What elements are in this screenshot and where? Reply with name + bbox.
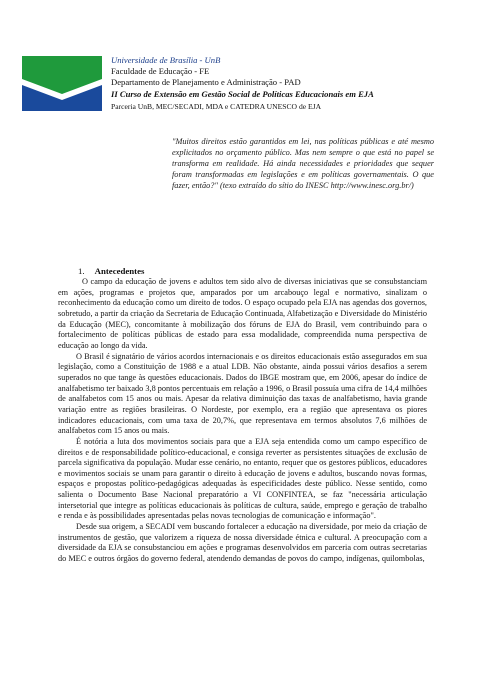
- section-heading: [78, 266, 144, 276]
- unb-logo: [22, 56, 102, 111]
- paragraph: Desde sua origem, a SECADI vem buscando fortalecer a educação na diversidade, por meio da criação de instrumentos de gestão, que valorizem a riqueza de nossa diversidade étnica e cultural. A preocupação com a diversidade da EJA se consubstanciou em ações e programas desenvolvidos em parceria com outras secretarias do MEC e outros órgãos do governo federal, atendendo demandas de povos do campo, indígenas, quilombolas,: [58, 522, 427, 564]
- paragraph: É notória a luta dos movimentos sociais para que a EJA seja entendida como um campo específico de direitos e de responsabilidade político-educacional, e consiga reverter as persistentes situações de exclusão de parcela significativa da população. Mudar esse cenário, no entanto, requer que os gestores públicos, educadores e movimentos sociais se unam para garantir o direito à educação de jovens e adultos, buscando novas formas, espaços e propostas político-pedagógicas adequadas às especificidades deste público. Nesse sentido, como salienta o Documento Base Nacional preparatório a VI CONFINTEA, se faz "necessária articulação intersetorial que integre as políticas educacionais às políticas de cultura, saúde, emprego e geração de trabalho e renda e às possibilidades apresentadas pelas novas tecnologias de comunicação e informação".: [58, 436, 427, 521]
- document-header: [111, 55, 451, 112]
- university-name: Universidade de Brasília - UnB: [111, 55, 221, 65]
- section-title: Antecedentes: [94, 266, 145, 276]
- paragraph: O Brasil é signatário de vários acordos internacionais e os direitos educacionais estão assegurados em sua legislação, como a Constituição de 1988 e a atual LDB. Não obstante, ainda possui vários desafios a serem superados no que tange às questões educacionais. Dados do IBGE mostram que, em 2006, apesar do índice de analfabetismo ter baixado 3,8 pontos percentuais em relação a 1996, o Brasil possuía uma cifra de 14,4 milhões de analfabetos com 15 anos ou mais. Apesar da relativa diminuição das taxas de analfabetismo, havia grande variação entre as regiões brasileiras. O Nordeste, por exemplo, era a região que apresentava os piores indicadores educacionais, com uma taxa de 20,7%, que representava em termos absolutos 7,6 milhões de analfabetos com 15 anos ou mais.: [58, 351, 427, 436]
- epigraph-quote: "Muitos direitos estão garantidos em lei, nas políticas públicas e até mesmo explicitados no orçamento público. Mas nem sempre o que está no papel se transforma em realidade. Há ainda necessidades e prioridades que sequer foram transformadas em legislações e em políticas governamentais. O que fazer, então?" (texo extraído do sítio do INESC http://www.inesc.org.br/): [172, 137, 434, 191]
- body-text: [58, 277, 427, 565]
- logo-green-band: [22, 56, 102, 94]
- partners-line: Parceria UnB, MEC/SECADI, MDA e CATEDRA UNESCO de EJA: [111, 101, 322, 111]
- paragraph: O campo da educação de jovens e adultos tem sido alvo de diversas iniciativas que se consubstanciam em ações, programas e projetos que, amparados por um arcabouço legal e normativo, sinalizam o reconhecimento da educação como um direito de todos. O espaço ocupado pela EJA nas agendas dos governos, sobretudo, a partir da criação da Secretaria de Educação Continuada, Alfabetização e Diversidade do Ministério da Educação (MEC), concomitante à mobilização dos fóruns de EJA do Brasil, vem contribuindo para o fortalecimento de políticas públicas de estado para essa modalidade, compreendida numa perspectiva de educação ao longo da vida.: [58, 277, 427, 350]
- course-title: II Curso de Extensão em Gestão Social de Políticas Educacionais em EJA: [111, 88, 374, 99]
- department-name: Departamento de Planejamento e Administração - PAD: [111, 77, 301, 88]
- faculty-name: Faculdade de Educação - FE: [111, 66, 210, 77]
- section-number: 1.: [78, 266, 85, 276]
